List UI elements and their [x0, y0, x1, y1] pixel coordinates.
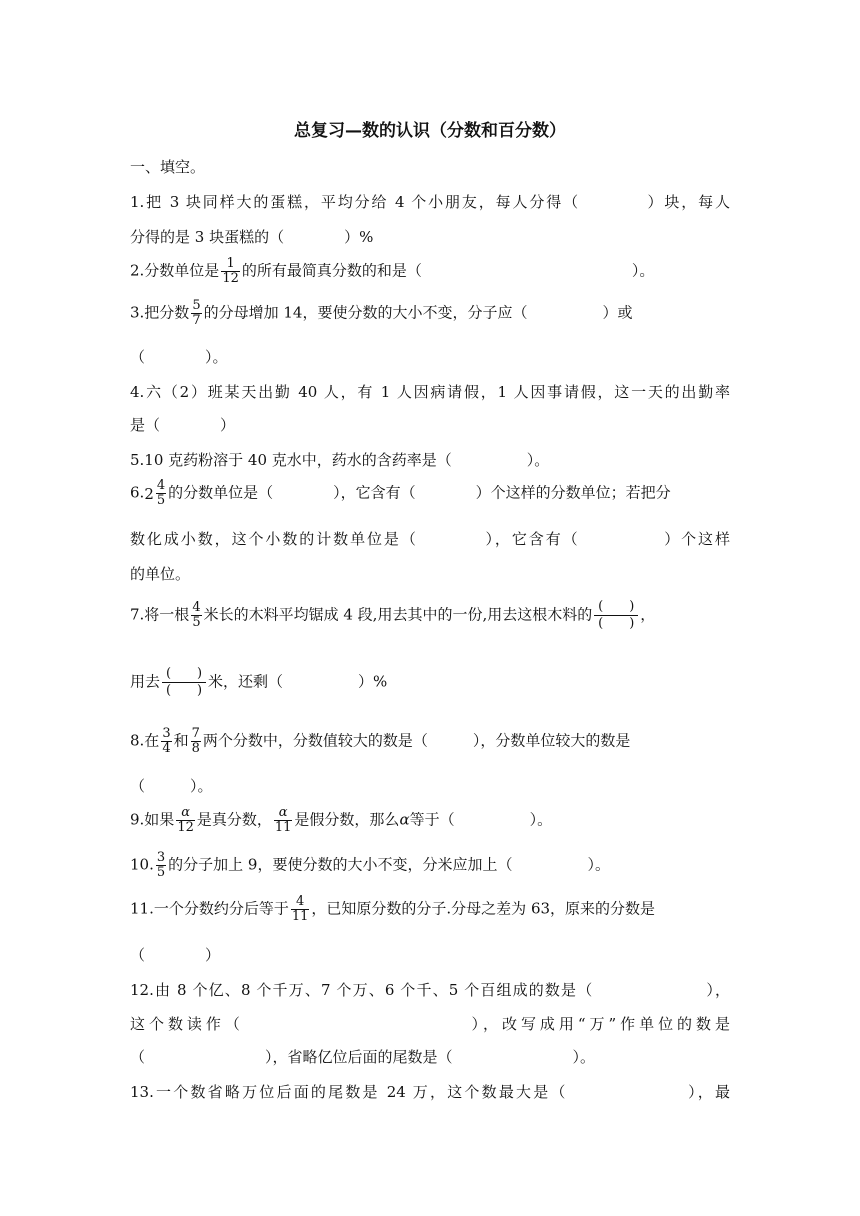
question-9-middle: 是真分数， [196, 810, 272, 829]
fraction-alpha-11 [274, 806, 293, 835]
blank-fraction [162, 666, 206, 699]
question-9-suffix-1: 是假分数，那么 [294, 810, 400, 829]
question-11-line-2: （ ） [130, 946, 221, 964]
fraction-numerator: 3 [162, 726, 171, 741]
question-7-comma: ， [640, 605, 656, 624]
question-2 [130, 257, 730, 286]
section-heading: 一、填空。 [130, 158, 206, 176]
question-1-line-2: 分得的是 3 块蛋糕的（ ）% [130, 228, 374, 246]
question-11-suffix: ，已知原分数的分子.分母之差为 63，原来的分数是 [311, 899, 656, 918]
blank-fraction [594, 599, 638, 632]
question-11 [130, 895, 730, 924]
question-10-prefix: 10. [130, 855, 154, 874]
blank-denominator: ( ) [598, 616, 635, 631]
question-12-line-1: 12.由 8 个亿、8 个千万、7 个万、6 个千、5 个百组成的数是（ ）， [130, 981, 730, 999]
blank-numerator: ( ) [594, 599, 638, 616]
fraction-1-12 [221, 257, 240, 286]
question-6-line-3: 的单位。 [130, 565, 191, 583]
fraction-denominator: 5 [156, 865, 166, 880]
fraction-3-5 [156, 851, 166, 880]
question-10-suffix: 的分子加上 9，要使分数的大小不变，分米应加上（ ）。 [168, 855, 610, 874]
question-2-suffix: 的所有最简真分数的和是（ ）。 [241, 261, 655, 280]
fraction-4-11 [291, 895, 310, 924]
question-12-line-2: 这个数读作（ ），改写成用“万”作单位的数是 [130, 1015, 730, 1033]
question-3-prefix: 3.把分数 [130, 303, 190, 322]
question-6 [130, 479, 730, 508]
fraction-4-5 [191, 601, 201, 630]
fraction-numerator: 4 [192, 600, 201, 615]
question-8-prefix: 8.在 [130, 731, 160, 750]
fraction-denominator: 7 [192, 313, 201, 328]
question-7-line-2-suffix: 米，还剩（ ）% [208, 672, 388, 691]
fraction-alpha-12 [176, 806, 195, 835]
page-title: 总复习—数的认识（分数和百分数） [294, 121, 566, 141]
fraction-denominator: 12 [177, 820, 194, 835]
question-12-line-3: （ ），省略亿位后面的尾数是（ ）。 [130, 1048, 596, 1066]
question-9-suffix-2: 等于（ ）。 [409, 810, 553, 829]
question-13-line-1: 13.一个数省略万位后面的尾数是 24 万，这个数最大是（ ），最 [130, 1083, 730, 1101]
fraction-numerator: 7 [191, 726, 200, 741]
fraction-7-8 [191, 727, 201, 756]
question-9 [130, 806, 730, 835]
fraction-denominator: 4 [162, 741, 171, 756]
question-6-prefix: 6. [130, 483, 145, 502]
question-9-prefix: 9.如果 [130, 810, 175, 829]
question-7-line-2 [130, 666, 730, 699]
fraction-3-4 [161, 727, 171, 756]
blank-denominator: ( ) [165, 683, 203, 698]
question-8-and: 和 [173, 731, 189, 750]
fraction-denominator: 5 [192, 615, 201, 630]
fraction-5-7 [191, 299, 201, 328]
question-10 [130, 851, 730, 880]
alpha-symbol: α [399, 810, 410, 829]
fraction-4-5 [156, 479, 166, 508]
question-2-prefix: 2.分数单位是 [130, 261, 220, 280]
question-4-line-2: 是（ ） [130, 416, 236, 434]
fraction-numerator: 5 [192, 298, 201, 313]
question-4-line-1: 4.六（2）班某天出勤 40 人，有 1 人因病请假，1 人因事请假，这一天的出勤率 [130, 383, 730, 401]
fraction-numerator: 4 [291, 895, 310, 910]
question-7-middle: 米长的木料平均锯成 4 段,用去其中的一份,用去这根木料的 [203, 605, 593, 624]
question-8 [130, 727, 730, 756]
fraction-numerator: α [274, 806, 293, 821]
fraction-denominator: 12 [222, 271, 239, 286]
fraction-denominator: 11 [274, 820, 292, 835]
fraction-numerator: α [176, 806, 195, 821]
blank-numerator: ( ) [162, 666, 206, 683]
question-6-suffix: 的分数单位是（ ），它含有（ ）个这样的分数单位；若把分 [168, 483, 671, 502]
fraction-numerator: 4 [156, 478, 166, 493]
question-7 [130, 599, 730, 632]
question-3-line-2: （ ）。 [130, 348, 228, 366]
question-7-prefix: 7.将一根 [130, 605, 190, 624]
question-11-prefix: 11.一个分数约分后等于 [130, 899, 289, 918]
question-5: 5.10 克药粉溶于 40 克水中，药水的含药率是（ ）。 [130, 451, 550, 469]
question-7-line-2-prefix: 用去 [130, 672, 161, 691]
fraction-numerator: 3 [156, 850, 166, 865]
question-3-suffix: 的分母增加 14，要使分数的大小不变，分子应（ ）或 [203, 303, 633, 322]
fraction-denominator: 8 [191, 741, 200, 756]
question-6-line-2: 数化成小数，这个小数的计数单位是（ ），它含有（ ）个这样 [130, 530, 730, 548]
mixed-number-whole: 2 [144, 484, 154, 503]
question-1-line-1: 1.把 3 块同样大的蛋糕，平均分给 4 个小朋友，每人分得（ ）块，每人 [130, 193, 730, 211]
question-8-suffix: 两个分数中，分数值较大的数是（ ），分数单位较大的数是 [202, 731, 631, 750]
question-8-line-2: （ ）。 [130, 777, 213, 795]
fraction-numerator: 1 [221, 257, 240, 272]
fraction-denominator: 5 [156, 493, 166, 508]
question-3 [130, 299, 730, 328]
fraction-denominator: 11 [291, 909, 309, 924]
